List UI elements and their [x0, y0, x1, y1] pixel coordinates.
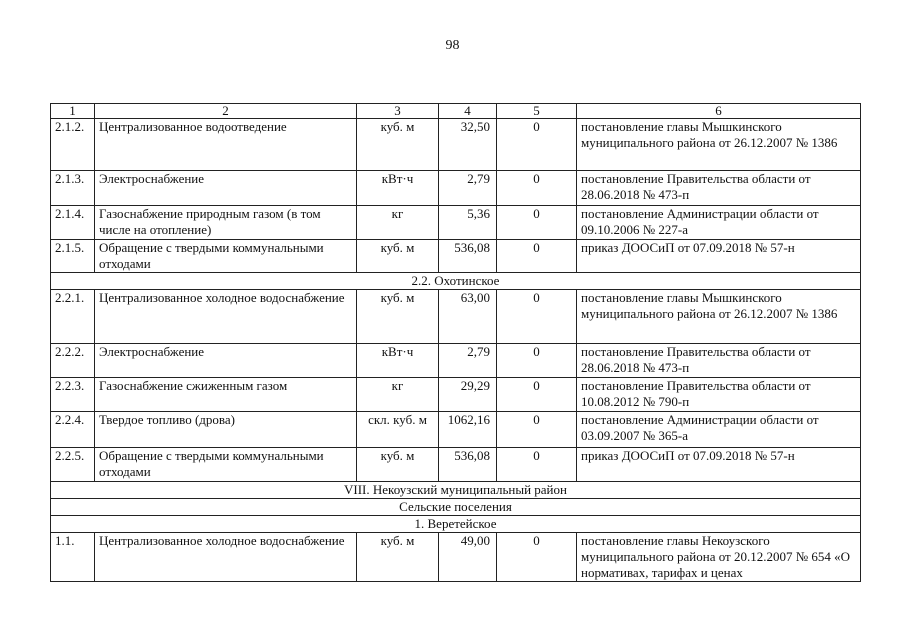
table-row [51, 533, 861, 582]
service-name: Электроснабжение [95, 344, 357, 378]
row-number: 2.2.5. [51, 448, 95, 482]
legal-document: постановление Правительства области от 28.06.2018 № 473-п [577, 171, 861, 206]
norm-value: 49,00 [439, 533, 497, 582]
legal-document: постановление Правительства области от 28.06.2018 № 473-п [577, 344, 861, 378]
row-number: 2.2.1. [51, 290, 95, 344]
row-number: 2.1.3. [51, 171, 95, 206]
table-row [51, 240, 861, 273]
section-title: VIII. Некоузский муниципальный район [51, 482, 861, 499]
unit: куб. м [357, 240, 439, 273]
table-row [51, 344, 861, 378]
table-row [51, 290, 861, 344]
norm-value: 32,50 [439, 119, 497, 171]
row-number: 2.2.2. [51, 344, 95, 378]
header-cell: 2 [95, 104, 357, 119]
unit: кг [357, 378, 439, 412]
service-name: Твердое топливо (дрова) [95, 412, 357, 448]
unit: кВт·ч [357, 171, 439, 206]
row-number: 2.2.3. [51, 378, 95, 412]
unit: кВт·ч [357, 344, 439, 378]
row-number: 2.1.4. [51, 206, 95, 240]
service-name: Газоснабжение сжиженным газом [95, 378, 357, 412]
service-name: Централизованное холодное водоснабжение [95, 290, 357, 344]
header-cell: 6 [577, 104, 861, 119]
service-name: Обращение с твердыми коммунальными отходами [95, 448, 357, 482]
norm-value: 536,08 [439, 448, 497, 482]
table-header-row [51, 104, 861, 119]
zero-value: 0 [497, 378, 577, 412]
legal-document: постановление главы Некоузского муниципального района от 20.12.2007 № 654 «О нормативах, тарифах и ценах [577, 533, 861, 582]
unit: куб. м [357, 119, 439, 171]
norm-value: 2,79 [439, 171, 497, 206]
unit: куб. м [357, 290, 439, 344]
legal-document: постановление Администрации области от 03.09.2007 № 365-а [577, 412, 861, 448]
row-number: 2.2.4. [51, 412, 95, 448]
section-row [51, 482, 861, 499]
section-row [51, 516, 861, 533]
norm-value: 29,29 [439, 378, 497, 412]
section-title: 2.2. Охотинское [51, 273, 861, 290]
norms-table [50, 103, 861, 582]
service-name: Газоснабжение природным газом (в том числе на отопление) [95, 206, 357, 240]
legal-document: приказ ДООСиП от 07.09.2018 № 57-н [577, 448, 861, 482]
table-row [51, 378, 861, 412]
unit: скл. куб. м [357, 412, 439, 448]
zero-value: 0 [497, 206, 577, 240]
table-row [51, 448, 861, 482]
table-row [51, 206, 861, 240]
table-row [51, 412, 861, 448]
zero-value: 0 [497, 344, 577, 378]
table-row [51, 119, 861, 171]
header-cell: 4 [439, 104, 497, 119]
zero-value: 0 [497, 533, 577, 582]
unit: кг [357, 206, 439, 240]
page-number: 98 [445, 38, 460, 53]
section-title: 1. Веретейское [51, 516, 861, 533]
service-name: Обращение с твердыми коммунальными отходами [95, 240, 357, 273]
table-row [51, 171, 861, 206]
zero-value: 0 [497, 290, 577, 344]
legal-document: постановление Администрации области от 09.10.2006 № 227-а [577, 206, 861, 240]
legal-document: приказ ДООСиП от 07.09.2018 № 57-н [577, 240, 861, 273]
zero-value: 0 [497, 448, 577, 482]
norm-value: 1062,16 [439, 412, 497, 448]
service-name: Централизованное водоотведение [95, 119, 357, 171]
norm-value: 5,36 [439, 206, 497, 240]
norm-value: 536,08 [439, 240, 497, 273]
legal-document: постановление Правительства области от 10.08.2012 № 790-п [577, 378, 861, 412]
section-row [51, 499, 861, 516]
row-number: 1.1. [51, 533, 95, 582]
row-number: 2.1.2. [51, 119, 95, 171]
unit: куб. м [357, 448, 439, 482]
unit: куб. м [357, 533, 439, 582]
header-cell: 5 [497, 104, 577, 119]
legal-document: постановление главы Мышкинского муниципального района от 26.12.2007 № 1386 [577, 119, 861, 171]
service-name: Централизованное холодное водоснабжение [95, 533, 357, 582]
section-title: Сельские поселения [51, 499, 861, 516]
header-cell: 1 [51, 104, 95, 119]
zero-value: 0 [497, 171, 577, 206]
service-name: Электроснабжение [95, 171, 357, 206]
zero-value: 0 [497, 412, 577, 448]
norm-value: 63,00 [439, 290, 497, 344]
row-number: 2.1.5. [51, 240, 95, 273]
zero-value: 0 [497, 240, 577, 273]
section-row [51, 273, 861, 290]
norm-value: 2,79 [439, 344, 497, 378]
zero-value: 0 [497, 119, 577, 171]
legal-document: постановление главы Мышкинского муниципального района от 26.12.2007 № 1386 [577, 290, 861, 344]
header-cell: 3 [357, 104, 439, 119]
